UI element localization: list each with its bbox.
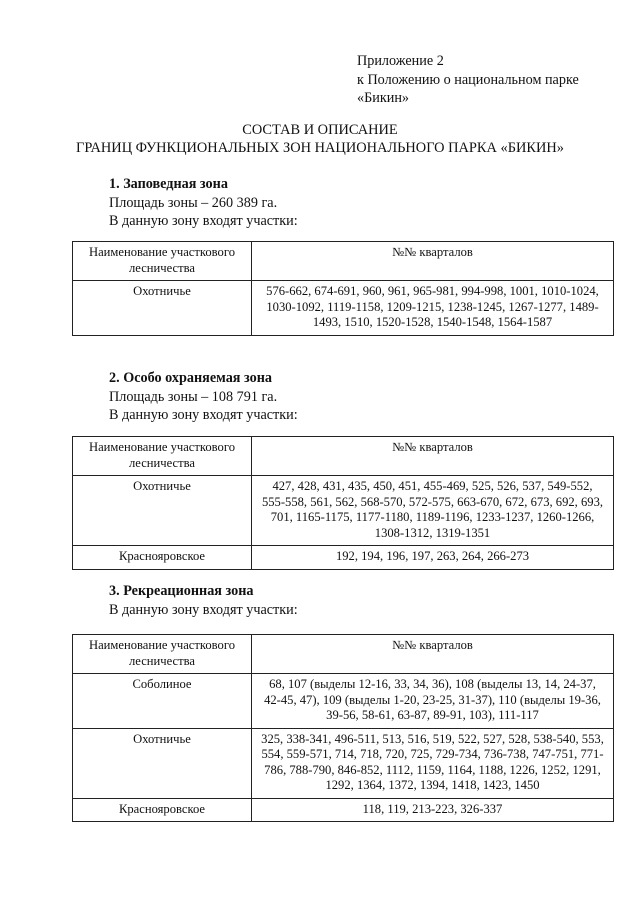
table-header-row (73, 437, 614, 476)
zone-heading: 2. Особо охраняемая зона (109, 370, 272, 386)
title-line-2: ГРАНИЦ ФУНКЦИОНАЛЬНЫХ ЗОН НАЦИОНАЛЬНОГО ПАРКА «БИКИН» (76, 140, 564, 156)
forestry-name: Охотничье (73, 281, 252, 336)
appendix-reference (357, 52, 579, 108)
forestry-name: Соболиное (73, 674, 252, 729)
forestry-name: Охотничье (73, 728, 252, 798)
table-row (73, 728, 614, 798)
zone-intro: В данную зону входят участки: (109, 602, 298, 618)
forestry-name: Охотничье (73, 476, 252, 546)
quarters-list: 68, 107 (выделы 12-16, 33, 34, 36), 108 (выделы 13, 14, 24-37, 42-45, 47), 109 (выделы 1-20, 23-25, 31-37), 110 (выделы 19-36, 39-56, 58-61, 63-87, 89-91, 103), 111-117 (252, 674, 614, 729)
table-header-row (73, 242, 614, 281)
forestry-name: Краснояровское (73, 798, 252, 822)
zone-heading: 1. Заповедная зона (109, 176, 228, 192)
quarters-list: 576-662, 674-691, 960, 961, 965-981, 994-998, 1001, 1010-1024, 1030-1092, 1119-1158, 1209-1215, 1238-1245, 1267-1277, 1489-1493, 1510, 1520-1528, 1540-1548, 1564-1587 (252, 281, 614, 336)
header-forestry-line-2: лесничества (129, 455, 195, 470)
header-forestry (73, 635, 252, 674)
table-row (73, 281, 614, 336)
header-forestry-line-2: лесничества (129, 260, 195, 275)
zone-2-table (72, 436, 614, 570)
zone-intro: В данную зону входят участки: (109, 213, 298, 229)
zone-intro: В данную зону входят участки: (109, 407, 298, 423)
header-forestry-line-1: Наименование участкового (88, 638, 235, 652)
header-forestry-line-1: Наименование участкового (88, 440, 235, 454)
header-quarters: №№ кварталов (252, 242, 614, 281)
header-quarters: №№ кварталов (252, 635, 614, 674)
table-header-row (73, 635, 614, 674)
table-row (73, 674, 614, 729)
title-line-1: СОСТАВ И ОПИСАНИЕ (242, 122, 398, 138)
appendix-line-1: Приложение 2 (357, 53, 444, 69)
forestry-name: Краснояровское (73, 546, 252, 570)
table-row (73, 546, 614, 570)
quarters-list: 192, 194, 196, 197, 263, 264, 266-273 (252, 546, 614, 570)
header-forestry-line-2: лесничества (129, 653, 195, 668)
header-forestry-line-1: Наименование участкового (88, 245, 235, 259)
appendix-line-3: «Бикин» (357, 90, 410, 106)
quarters-list: 427, 428, 431, 435, 450, 451, 455-469, 525, 526, 537, 549-552, 555-558, 561, 562, 568-570, 572-575, 663-670, 672, 673, 692, 693, 701, 1165-1175, 1177-1180, 1189-1196, 1233-1237, 1260-1266, 1308-1312, 1319-1351 (252, 476, 614, 546)
quarters-list: 118, 119, 213-223, 326-337 (252, 798, 614, 822)
zone-1-table (72, 241, 614, 336)
document-title (0, 121, 640, 157)
header-forestry (73, 437, 252, 476)
zone-area: Площадь зоны – 260 389 га. (109, 195, 278, 211)
zone-3-table (72, 634, 614, 822)
zone-heading: 3. Рекреационная зона (109, 583, 254, 599)
quarters-list: 325, 338-341, 496-511, 513, 516, 519, 522, 527, 528, 538-540, 553, 554, 559-571, 714, 718, 720, 725, 729-734, 736-738, 747-751, 771-786, 788-790, 846-852, 1112, 1159, 1164, 1188, 1226, 1252, 1291, 1292, 1364, 1372, 1394, 1418, 1423, 1450 (252, 728, 614, 798)
table-row (73, 476, 614, 546)
appendix-line-2: к Положению о национальном парке (357, 71, 579, 88)
table-row (73, 798, 614, 822)
header-forestry (73, 242, 252, 281)
zone-area: Площадь зоны – 108 791 га. (109, 389, 278, 405)
header-quarters: №№ кварталов (252, 437, 614, 476)
